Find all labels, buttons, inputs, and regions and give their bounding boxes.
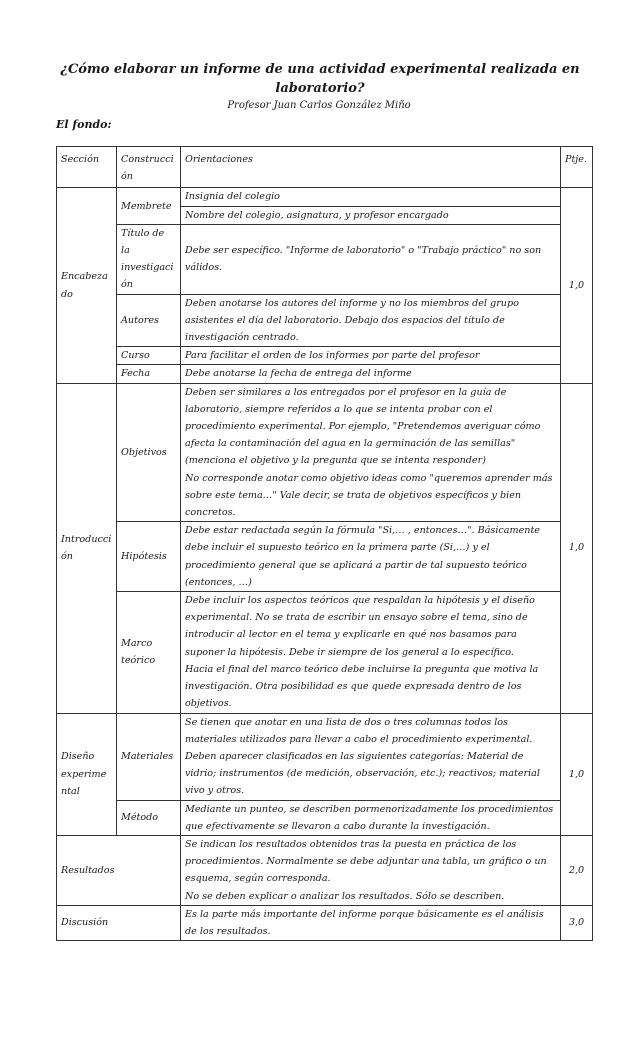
construction-autores: Autores <box>117 294 181 347</box>
guideline-objetivos-p1: Deben ser similares a los entregados por el profesor en la guía de laboratorio, siempre referidos a lo que se intenta probar con el procedimiento experimental. Por ejemplo, "Pretendemos averiguar cómo afecta la contaminación del agua en la germinación de las semillas" (menciona el objetivo y la pregunta que se intenta responder) <box>185 386 541 467</box>
guideline-resultados <box>181 835 561 905</box>
table-row <box>57 522 593 592</box>
construction-titulo: Título de la investigación <box>117 224 181 294</box>
guideline-marco-p2: Hacia el final del marco teórico debe incluirse la pregunta que motiva la investigación. Otra posibilidad es que quede expresada dentro de los objetivos. <box>185 663 539 710</box>
guideline-fecha: Debe anotarse la fecha de entrega del informe <box>181 365 561 383</box>
table-row <box>57 713 593 800</box>
table-row <box>57 835 593 905</box>
guideline-metodo: Mediante un punteo, se describen pormenorizadamente los procedimientos que efectivamente se llevaron a cabo durante la investigación. <box>181 800 561 835</box>
table-row <box>57 224 593 294</box>
guideline-marco-p1: Debe incluir los aspectos teóricos que respaldan la hipótesis y el diseño experimental. No se trata de escribir un ensayo sobre el tema, sino de introducir al lector en el tema y explicarle en qué nos basamos para suponer la hipótesis. Debe ir siempre de los general a lo específico. <box>185 595 535 658</box>
section-resultados: Resultados <box>57 835 181 905</box>
table-row <box>57 905 593 940</box>
guideline-resultados-p1: Se indican los resultados obtenidos tras la puesta en práctica de los procedimientos. Normalmente se debe adjuntar una tabla, un gráfico o un esquema, según corresponda. <box>185 838 547 885</box>
construction-membrete: Membrete <box>117 188 181 224</box>
header-points: Ptje. <box>561 147 593 188</box>
table-header-row <box>57 147 593 188</box>
document-title: ¿Cómo elaborar un informe de una actividad experimental realizada en laboratorio? <box>60 62 580 96</box>
guideline-curso: Para facilitar el orden de los informes por parte del profesor <box>181 347 561 365</box>
points-introduccion: 1,0 <box>561 383 593 713</box>
construction-hipotesis: Hipótesis <box>117 522 181 592</box>
guideline-membrete-2: Nombre del colegio, asignatura, y profesor encargado <box>181 206 561 224</box>
points-encabezado: 1,0 <box>561 188 593 383</box>
table-row <box>57 347 593 365</box>
construction-objetivos: Objetivos <box>117 383 181 522</box>
guideline-titulo: Debe ser específico. "Informe de laboratorio" o "Trabajo práctico" no son válidos. <box>181 224 561 294</box>
section-encabezado: Encabezado <box>57 188 117 383</box>
table-row <box>57 188 593 206</box>
section-introduccion: Introducción <box>57 383 117 713</box>
points-discusion: 3,0 <box>561 905 593 940</box>
guideline-objetivos-p2: No corresponde anotar como objetivo ideas como "queremos aprender más sobre este tema…" Vale decir, se trata de objetivos específicos y bien concretos. <box>185 472 553 519</box>
header-section: Sección <box>57 147 117 188</box>
construction-curso: Curso <box>117 347 181 365</box>
table-row <box>57 365 593 383</box>
table-row <box>57 383 593 522</box>
construction-fecha: Fecha <box>117 365 181 383</box>
header-guidelines: Orientaciones <box>181 147 561 188</box>
guideline-materiales: Se tienen que anotar en una lista de dos o tres columnas todos los materiales utilizados para llevar a cabo el procedimiento experimental. Deben aparecer clasificados en las siguientes categorías: Material de vidrio; instrumentos (de medición, observación, etc.); reactivos; material vivo y otros. <box>181 713 561 800</box>
construction-materiales: Materiales <box>117 713 181 800</box>
section-discusion: Discusión <box>57 905 181 940</box>
document-author: Profesor Juan Carlos González Miño <box>227 100 411 111</box>
background-label: El fondo: <box>56 118 112 131</box>
points-resultados: 2,0 <box>561 835 593 905</box>
guideline-autores: Deben anotarse los autores del informe y no los miembros del grupo asistentes el día del laboratorio. Debajo dos espacios del título de investigación centrado. <box>181 294 561 347</box>
points-diseno: 1,0 <box>561 713 593 835</box>
table-row <box>57 592 593 713</box>
guideline-resultados-p2: No se deben explicar o analizar los resultados. Sólo se describen. <box>185 890 505 902</box>
construction-marco: Marco teórico <box>117 592 181 713</box>
table-row <box>57 294 593 347</box>
section-diseno: Diseño experimental <box>57 713 117 835</box>
construction-metodo: Método <box>117 800 181 835</box>
report-guide-table <box>56 146 593 941</box>
header-construction: Construcción <box>117 147 181 188</box>
guideline-membrete-1: Insignia del colegio <box>181 188 561 206</box>
guideline-hipotesis: Debe estar redactada según la fórmula "Si,… , entonces…". Básicamente debe incluir el supuesto teórico en la primera parte (Si,…) y el procedimiento general que se aplicará a partir de tal supuesto teórico (entonces, …) <box>181 522 561 592</box>
guideline-objetivos <box>181 383 561 522</box>
table-row <box>57 800 593 835</box>
guideline-marco <box>181 592 561 713</box>
guideline-discusion: Es la parte más importante del informe porque básicamente es el análisis de los resultados. <box>181 905 561 940</box>
